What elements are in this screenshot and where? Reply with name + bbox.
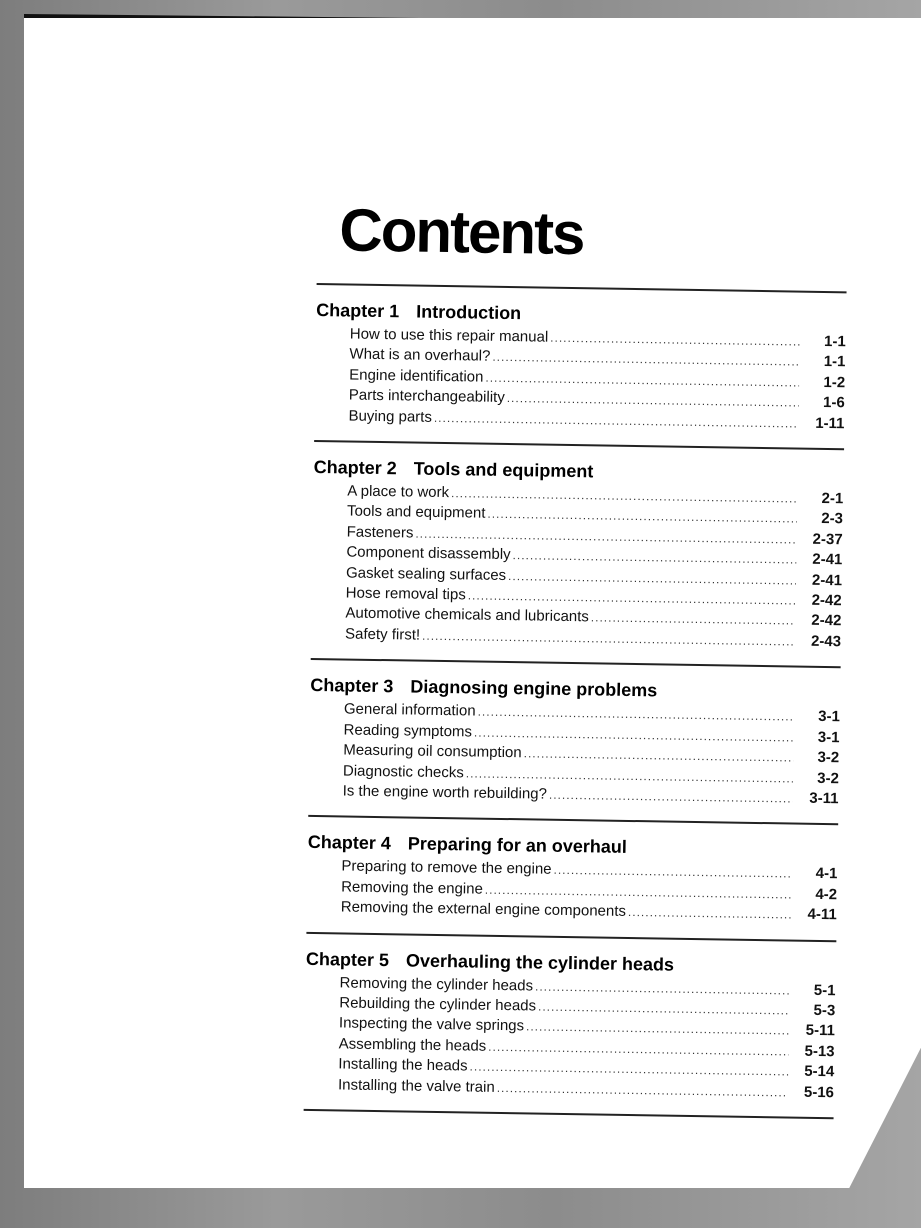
dot-leader bbox=[628, 902, 791, 925]
chapter-title: Preparing for an overhaul bbox=[407, 833, 628, 858]
toc-entry-label: How to use this repair manual bbox=[349, 325, 549, 346]
toc-entry-page: 3-1 bbox=[818, 708, 840, 726]
chapter-number: Chapter 4 bbox=[307, 832, 392, 854]
toc-entry-label: Preparing to remove the engine bbox=[341, 857, 552, 879]
toc-entry-page: 2-41 bbox=[812, 551, 843, 569]
toc-entry-page: 2-1 bbox=[821, 489, 844, 508]
toc-entry-page: 1-6 bbox=[822, 394, 845, 412]
toc-entry-label: Safety first! bbox=[344, 625, 421, 644]
toc-entry-label: A place to work bbox=[347, 482, 450, 502]
table-of-contents bbox=[304, 283, 847, 1119]
toc-entry-label: Diagnostic checks bbox=[342, 761, 464, 781]
chapter-section bbox=[306, 817, 838, 940]
toc-entry-page: 5-14 bbox=[804, 1062, 835, 1081]
toc-entry-page: 3-1 bbox=[817, 728, 840, 746]
toc-entry-page: 1-1 bbox=[823, 353, 846, 371]
toc-entry-label: Measuring oil consumption bbox=[343, 741, 522, 762]
toc-entry-page: 1-11 bbox=[815, 414, 845, 432]
chapter-number: Chapter 3 bbox=[310, 675, 394, 697]
toc-entry-page: 2-37 bbox=[812, 530, 843, 549]
chapter-section bbox=[314, 285, 846, 448]
chapter-section bbox=[311, 442, 844, 667]
toc-entry-label: Installing the valve train bbox=[337, 1075, 495, 1096]
toc-entry-page: 3-2 bbox=[817, 749, 840, 767]
dot-leader bbox=[434, 407, 799, 433]
toc-entry-label: Removing the external engine components bbox=[340, 898, 627, 921]
toc-entry-page: 2-42 bbox=[811, 612, 842, 630]
toc-entry-label: Removing the cylinder heads bbox=[339, 973, 534, 995]
chapter-title: Introduction bbox=[416, 301, 522, 324]
toc-entry-label: Installing the heads bbox=[338, 1055, 468, 1075]
toc-entry-page: 5-1 bbox=[813, 981, 836, 999]
toc-entry-label: General information bbox=[343, 700, 476, 720]
toc-entry-label: Inspecting the valve springs bbox=[338, 1014, 525, 1035]
chapter-title: Diagnosing engine problems bbox=[410, 676, 658, 701]
toc-entry-page: 1-1 bbox=[823, 332, 846, 351]
contents-block bbox=[304, 195, 848, 1119]
toc-entry-page: 5-16 bbox=[803, 1083, 835, 1101]
chapter-section bbox=[304, 933, 837, 1117]
chapter-number: Chapter 5 bbox=[305, 948, 390, 970]
toc-entry-label: Assembling the heads bbox=[338, 1035, 487, 1055]
toc-entry-label: Parts interchangeability bbox=[348, 386, 505, 407]
toc-entry-label: Tools and equipment bbox=[346, 502, 486, 523]
chapter-number: Chapter 2 bbox=[313, 456, 397, 479]
toc-entry-label: Buying parts bbox=[348, 407, 433, 426]
toc-entry-page: 4-2 bbox=[815, 885, 838, 903]
toc-entry-label: Reading symptoms bbox=[343, 721, 473, 741]
toc-entry-label: Component disassembly bbox=[346, 543, 511, 564]
chapter-section bbox=[308, 660, 840, 823]
toc-entry-page: 4-1 bbox=[815, 865, 838, 883]
toc-entry-page: 2-3 bbox=[821, 510, 844, 528]
page-title: Contents bbox=[338, 196, 584, 268]
toc-entry-label: Is the engine worth rebuilding? bbox=[342, 782, 548, 803]
toc-entry-label: Gasket sealing surfaces bbox=[345, 564, 507, 584]
chapter-number: Chapter 1 bbox=[316, 299, 400, 322]
toc-entry-label: Fasteners bbox=[346, 523, 414, 542]
toc-entry-page: 5-3 bbox=[813, 1001, 836, 1020]
toc-entry-label: Removing the engine bbox=[341, 878, 484, 898]
toc-entry-page: 5-11 bbox=[805, 1022, 836, 1040]
toc-entry-label: Hose removal tips bbox=[345, 584, 466, 604]
toc-entry-label: What is an overhaul? bbox=[349, 345, 491, 366]
chapter-title: Overhauling the cylinder heads bbox=[405, 950, 675, 975]
toc-entry-page: 3-2 bbox=[817, 769, 840, 787]
toc-entry-page: 3-11 bbox=[809, 789, 839, 808]
toc-entry-page: 5-13 bbox=[804, 1042, 835, 1060]
dot-leader bbox=[497, 1077, 789, 1102]
toc-entry-page: 2-42 bbox=[811, 591, 842, 610]
toc-entry-label: Engine identification bbox=[349, 366, 484, 386]
toc-entry-page: 2-43 bbox=[810, 632, 842, 651]
toc-entry-label: Rebuilding the cylinder heads bbox=[339, 994, 537, 1015]
chapter-title: Tools and equipment bbox=[413, 458, 594, 482]
dot-leader bbox=[549, 785, 793, 809]
toc-entry-label: Automotive chemicals and lubricants bbox=[345, 604, 589, 626]
toc-entry-page: 2-41 bbox=[811, 571, 843, 589]
toc-entry-page: 4-11 bbox=[807, 905, 837, 924]
toc-entry-page: 1-2 bbox=[823, 373, 846, 392]
